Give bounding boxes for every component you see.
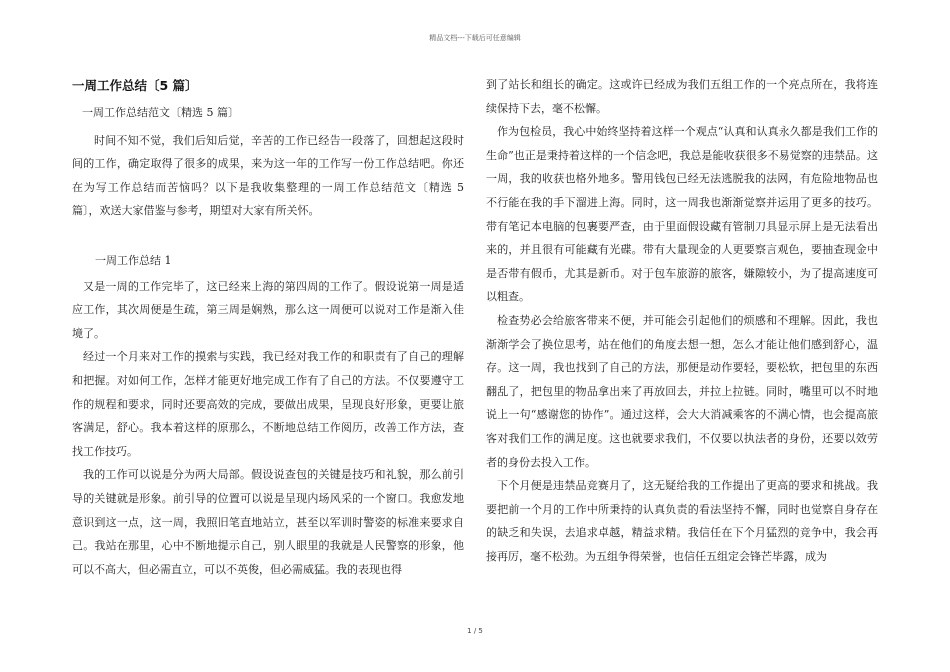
paragraph: 检查势必会给旅客带来不便，并可能会引起他们的烦感和不理解。因此，我也渐渐学会了换位思考，站在他们的角度去想一想，怎么才能让他们感到舒心，温存。这一周，我也找到了自己的方法，那便是动作要轻，要松软，把包里的东西翻乱了，把包里的物品拿出来了再放回去，并拉上拉链。同时，嘴里可以不时地说上一句“感谢您的协作”。通过这样，会大大消减乘客的不满心情，也会提高旅客对我们工作的满足度。这也就要求我们，不仅要以执法者的身份，还要以效劳者的身份去投入工作。 xyxy=(486,313,878,469)
paragraph: 下个月便是违禁品竞赛月了，这无疑给我的工作提出了更高的要求和挑战。我要把前一个月的工作中所秉持的认真负责的看法坚持不懈，同时也觉察自身存在的缺乏和失误，去追求卓越，精益求精。我信任在下个月猛烈的竞争中，我会再接再厉，毫不松劲。为五组争得荣誉，也信任五组定会锋芒毕露，成为 xyxy=(486,479,878,563)
right-column xyxy=(486,73,878,568)
document-subtitle: 一周工作总结范文〔精选 5 篇〕 xyxy=(82,106,239,119)
page-header: 精品文档---下载后可任意编辑 xyxy=(429,34,521,42)
paragraph: 到了站长和组长的确定。这或许已经成为我们五组工作的一个亮点所在，我将连续保持下去，毫不松懈。 xyxy=(486,78,878,115)
paragraph: 我的工作可以说是分为两大局部。假设说查包的关键是技巧和礼貌，那么前引导的关键就是形象。前引导的位置可以说是呈现内场风采的一个窗口。我愈发地意识到这一点，这一周，我照旧笔直地站立，甚至以军训时警姿的标准来要求自己。我站在那里，心中不断地提示自己，别人眼里的我就是人民警察的形象，他可以不高大，但必需直立，可以不英俊，但必需威猛。我的表现也得 xyxy=(72,468,464,576)
paragraph: 又是一周的工作完毕了，这已经来上海的第四周的工作了。假设说第一周是适应工作，其次周便是生疏，第三周是娴熟，那么这一周便可以说对工作是渐入佳境了。 xyxy=(72,279,464,340)
paragraph: 经过一个月来对工作的摸索与实践，我已经对我工作的和职责有了自己的理解和把握。对如何工作，怎样才能更好地完成工作有了自己的方法。不仅要遵守工作的规程和要求，同时还要高效的完成，要做出成果，呈现良好形象，更要让旅客满足，舒心。我本着这样的原那么，不断地总结工作阅历，改善工作方法，查找工作技巧。 xyxy=(72,350,464,458)
section-heading: 一周工作总结 1 xyxy=(95,253,172,267)
paragraph: 作为包检员，我心中始终坚持着这样一个观点“认真和认真永久都是我们工作的生命”也正是秉持着这样的一个信念吧，我总是能收获很多不易觉察的违禁品。这一周，我的收获也格外地多。警用钱包已经无法逃脱我的法网，有危险地物品也不行能在我的手下溜进上海。同时，这一周我也渐渐觉察并运用了更多的技巧。带有笔记本电脑的包裹要严查，由于里面假设藏有管制刀具显示屏上是无法看出来的，并且很有可能藏有光碟。带有大量现金的人更要察言观色，要抽查现金中是否带有假币，尤其是新币。对于包车旅游的旅客，嫌隙较小，为了提高速度可以粗查。 xyxy=(486,125,878,304)
document-title: 一周工作总结〔5 篇〕 xyxy=(72,78,198,93)
left-column xyxy=(72,70,464,581)
intro-paragraph: 时间不知不觉，我们后知后觉，辛苦的工作已经告一段落了，回想起这段时间的工作，确定取得了很多的成果，来为这一年的工作写一份工作总结吧。你还在为写工作总结而苦恼吗？以下是我收集整理的一周工作总结范文〔精选 5 篇〕，欢送大家借鉴与参考，期望对大家有所关怀。 xyxy=(72,133,464,218)
page-number: 1 / 5 xyxy=(467,627,483,635)
